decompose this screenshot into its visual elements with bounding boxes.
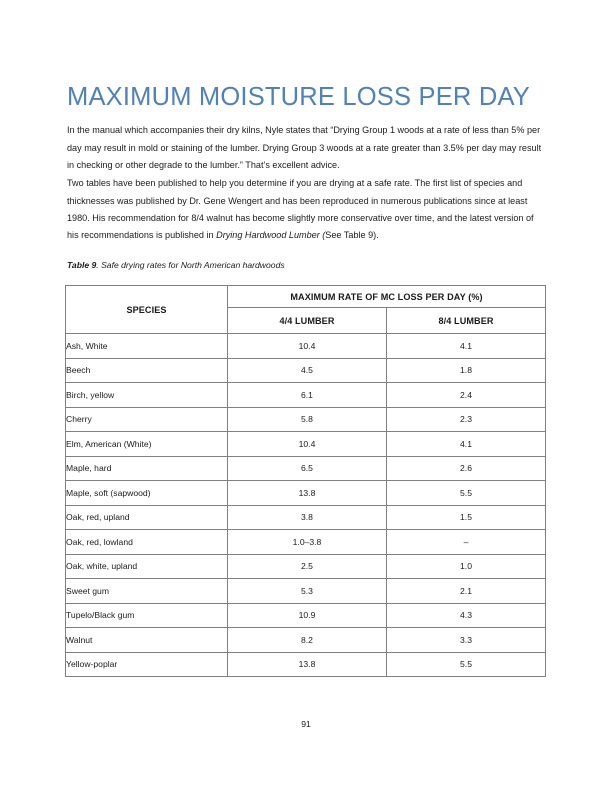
drying-rates-table bbox=[65, 285, 546, 677]
cell-species: Oak, white, upland bbox=[66, 554, 228, 579]
cell-rate-4-4: 4.5 bbox=[228, 358, 387, 383]
cell-species: Maple, hard bbox=[66, 456, 228, 481]
table-caption bbox=[67, 259, 545, 271]
caption-description: . Safe drying rates for North American hardwoods bbox=[96, 260, 285, 270]
table-row bbox=[66, 456, 546, 481]
cell-rate-8-4: 5.5 bbox=[387, 652, 546, 677]
book-title-citation: Drying Hardwood Lumber ( bbox=[216, 230, 326, 241]
cell-species: Elm, American (White) bbox=[66, 432, 228, 457]
cell-rate-8-4: 4.1 bbox=[387, 432, 546, 457]
cell-rate-8-4: – bbox=[387, 530, 546, 555]
cell-rate-8-4: 5.5 bbox=[387, 481, 546, 506]
cell-rate-4-4: 3.8 bbox=[228, 505, 387, 530]
table-header-row-1 bbox=[66, 286, 546, 308]
cell-rate-4-4: 8.2 bbox=[228, 628, 387, 653]
cell-species: Tupelo/Black gum bbox=[66, 603, 228, 628]
table-row bbox=[66, 358, 546, 383]
cell-rate-4-4: 13.8 bbox=[228, 481, 387, 506]
header-species: SPECIES bbox=[66, 286, 228, 334]
cell-species: Oak, red, lowland bbox=[66, 530, 228, 555]
page-number: 91 bbox=[301, 719, 311, 729]
caption-label: Table 9 bbox=[67, 260, 97, 270]
second-paragraph bbox=[67, 175, 545, 245]
cell-rate-4-4: 13.8 bbox=[228, 652, 387, 677]
cell-species: Oak, red, upland bbox=[66, 505, 228, 530]
cell-species: Cherry bbox=[66, 407, 228, 432]
paragraph-text-lead: Two tables have been published to help you determine if you are drying at a safe rate. The first list of species and thicknesses was published by Dr. Gene Wengert and has been reproduced in numerous publications since at least 1980. His recommendation for 8/4 walnut has become slightly more conservative over time, and the latest version of his recommendations is published in bbox=[67, 178, 534, 241]
table-row bbox=[66, 628, 546, 653]
cell-rate-4-4: 10.9 bbox=[228, 603, 387, 628]
cell-rate-8-4: 3.3 bbox=[387, 628, 546, 653]
table-header bbox=[66, 286, 546, 334]
table-row bbox=[66, 407, 546, 432]
table-row bbox=[66, 334, 546, 359]
cell-species: Sweet gum bbox=[66, 579, 228, 604]
cell-rate-8-4: 1.5 bbox=[387, 505, 546, 530]
cell-rate-8-4: 2.4 bbox=[387, 383, 546, 408]
intro-paragraph: In the manual which accompanies their dry kilns, Nyle states that “Drying Group 1 woods at a rate of less than 5% per day may result in mold or staining of the lumber. Drying Group 3 woods at a rate greater than 3.5% per day may result in checking or other degrade to the lumber.” That’s excellent advice. bbox=[67, 125, 542, 170]
cell-species: Ash, White bbox=[66, 334, 228, 359]
cell-rate-4-4: 10.4 bbox=[228, 432, 387, 457]
cell-rate-4-4: 1.0–3.8 bbox=[228, 530, 387, 555]
cell-rate-8-4: 4.3 bbox=[387, 603, 546, 628]
cell-rate-4-4: 10.4 bbox=[228, 334, 387, 359]
table-row bbox=[66, 481, 546, 506]
table-row bbox=[66, 603, 546, 628]
table-row bbox=[66, 530, 546, 555]
cell-species: Maple, soft (sapwood) bbox=[66, 481, 228, 506]
cell-rate-4-4: 6.1 bbox=[228, 383, 387, 408]
cell-rate-8-4: 2.6 bbox=[387, 456, 546, 481]
header-8-4-lumber: 8/4 LUMBER bbox=[387, 308, 546, 334]
header-mc-loss-group: MAXIMUM RATE OF MC LOSS PER DAY (%) bbox=[228, 286, 546, 308]
table-row bbox=[66, 505, 546, 530]
cell-rate-8-4: 2.3 bbox=[387, 407, 546, 432]
cell-species: Birch, yellow bbox=[66, 383, 228, 408]
header-4-4-lumber: 4/4 LUMBER bbox=[228, 308, 387, 334]
table-row bbox=[66, 554, 546, 579]
cell-rate-4-4: 5.3 bbox=[228, 579, 387, 604]
table-row bbox=[66, 579, 546, 604]
paragraph-text-tail: See Table 9). bbox=[325, 230, 379, 241]
cell-species: Walnut bbox=[66, 628, 228, 653]
cell-species: Yellow-poplar bbox=[66, 652, 228, 677]
table-row bbox=[66, 652, 546, 677]
cell-rate-4-4: 2.5 bbox=[228, 554, 387, 579]
cell-rate-8-4: 2.1 bbox=[387, 579, 546, 604]
cell-rate-8-4: 1.8 bbox=[387, 358, 546, 383]
table-row bbox=[66, 432, 546, 457]
cell-rate-4-4: 5.8 bbox=[228, 407, 387, 432]
cell-rate-8-4: 4.1 bbox=[387, 334, 546, 359]
cell-rate-8-4: 1.0 bbox=[387, 554, 546, 579]
cell-species: Beech bbox=[66, 358, 228, 383]
page-title: MAXIMUM MOISTURE LOSS PER DAY bbox=[67, 83, 530, 112]
cell-rate-4-4: 6.5 bbox=[228, 456, 387, 481]
table-body bbox=[66, 334, 546, 677]
table-row bbox=[66, 383, 546, 408]
